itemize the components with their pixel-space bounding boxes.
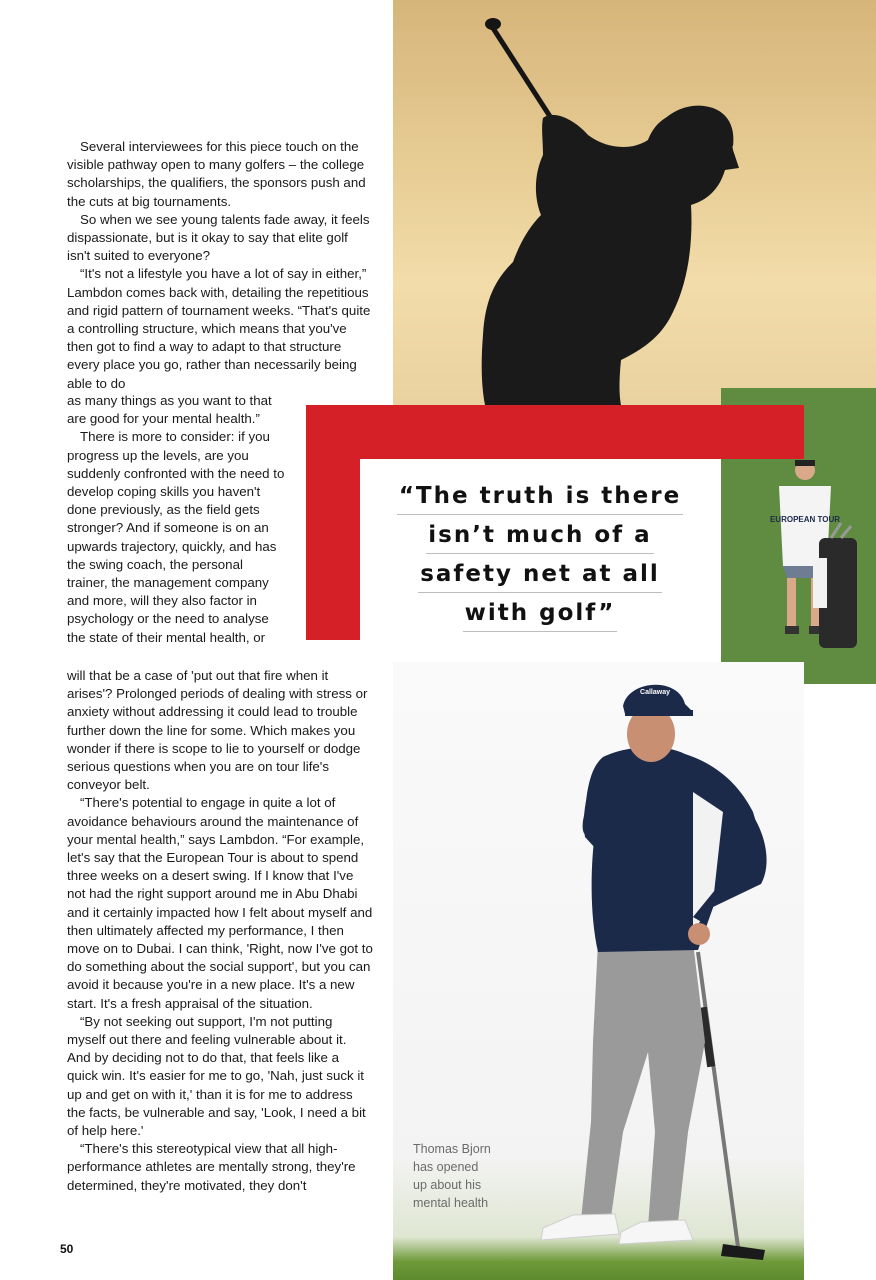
article-column-mid [67, 392, 287, 647]
pull-quote-line-1: “The truth is there [397, 478, 683, 515]
paragraph-7: “There's this stereotypical view that all high-performance athletes are mentally strong, they're determined, they're motivated, they don't [67, 1141, 356, 1193]
paragraph-2: So when we see young talents fade away, it feels dispassionate, but is it okay to say that elite golf isn't suited to everyone? [67, 211, 370, 264]
pull-quote-line-4: with golf” [463, 595, 618, 632]
paragraph-5: “There's potential to engage in quite a lot of avoidance behaviours around the maintenance of your mental health,” says Lambdon. “For example, let's say that the European Tour is about to spend three weeks on a desert swing. If I know that I've not had the right support around me in Abu Dhabi and it certainly impacted how I felt about myself and then ultimately affected my performance, I then move on to Dubai. I can think, 'Right, now I've got to do something about the social support', but you can avoid it because you're in a new place. It's a new start. It's a fresh appraisal of the situation. [67, 795, 373, 1011]
caption-line-2: has opened [413, 1160, 479, 1174]
paragraph-4a: There is more to consider: if you progress up the levels, are you suddenly confronted with the need to develop coping skills you haven't done previously, as the field gets stronger? And if someone is on an upwards trajectory, quickly, and has the swing coach, the personal trainer, the management company and more, will they also factor in psychology or the need to analyse the state of their mental health, or [67, 429, 285, 645]
cap-brand: Callaway [640, 689, 670, 696]
photo-caption [413, 1140, 543, 1212]
paragraph-3a: “It's not a lifestyle you have a lot of say in either,” Lambdon comes back with, detailing the repetitious and rigid pattern of tournament weeks. “That's quite a controlling structure, which means that you've then got to find a way to adapt to that structure every place you go, rather than necessarily being able to do [67, 266, 371, 391]
caption-line-4: mental health [413, 1196, 489, 1210]
page-number: 50 [60, 1242, 74, 1256]
article-column-top [67, 138, 373, 393]
golfer-silhouette-illustration [393, 0, 876, 405]
paragraph-3b: as many things as you want to that are good for your mental health.” [67, 393, 272, 427]
paragraph-4b: will that be a case of 'put out that fire when it arises'? Prolonged periods of dealing with stress or anxiety without addressing it could lead to trouble further down the line for some. Which makes you wonder if there is scope to lie to yourself or dodge serious questions when you are on tour life's conveyor belt. [67, 668, 368, 793]
pull-quote-line-2: isn’t much of a [426, 517, 653, 554]
paragraph-1: Several interviewees for this piece touch on the visible pathway open to many golfers – the college scholarships, the qualifiers, the sponsors push and the cuts at big tournaments. [67, 139, 366, 209]
bib-text: EUROPEAN TOUR [769, 515, 841, 524]
caption-line-3: up about his [413, 1178, 482, 1192]
pull-quote [395, 478, 685, 634]
caption-line-1: Thomas Bjorn [413, 1142, 491, 1156]
pull-quote-line-3: safety net at all [418, 556, 662, 593]
article-column-bottom [67, 667, 373, 1195]
paragraph-6: “By not seeking out support, I'm not putting myself out there and feeling vulnerable about it. And by deciding not to do that, that feels like a quick win. It's easier for me to go, 'Nah, just suck it up and get on with it,' than it is for me to address the facts, be vulnerable and say, 'Look, I need a bit of help here.' [67, 1013, 366, 1139]
golfer-silhouette-photo [393, 0, 876, 405]
red-frame-top [306, 405, 804, 459]
red-frame-left [306, 405, 360, 640]
